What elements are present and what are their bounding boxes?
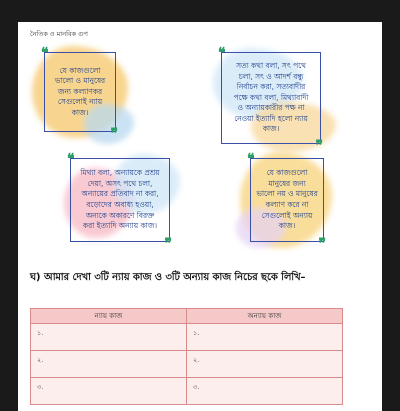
table-cell[interactable]: ৩. xyxy=(186,378,342,404)
answer-table xyxy=(30,308,343,405)
table-row xyxy=(31,351,342,378)
close-quote-icon: ❞ xyxy=(315,138,323,154)
table-header xyxy=(31,309,342,324)
card-text: যে কাজগুলো ভালো ও মানুষের জন্য কল্যাণকর সেগুলোই ন্যায় কাজ। xyxy=(54,65,106,117)
table-row xyxy=(31,324,342,351)
table-cell[interactable]: ৩. xyxy=(37,383,44,391)
open-quote-icon: ❝ xyxy=(218,45,226,61)
card-text: যে কাজগুলো মানুষের জন্য ভালো নয় ও মানুষের কল্যাণ করে না সেগুলোই অন্যায় কাজ। xyxy=(256,168,318,231)
table-cell[interactable]: ১. xyxy=(37,329,44,337)
table-cell[interactable]: ২. xyxy=(186,351,342,377)
card-unjust-examples xyxy=(67,151,172,252)
page-header: নৈতিক ও মানবিক গুণ xyxy=(30,30,88,38)
card-text: মিথ্যা বলা, অন্যায়কে প্রশ্রয় দেয়া, অসৎ পথে চলা, অন্যায়ের প্রতিবাদ না করা, বড়োদের অবাধ্য হওয়া, অন্যকে অকারণে বিরক্ত করা ইত্যাদি অন্যায় কাজ। xyxy=(80,168,160,231)
close-quote-icon: ❞ xyxy=(164,236,172,252)
card-just-examples xyxy=(218,45,323,154)
close-quote-icon: ❞ xyxy=(110,126,118,142)
open-quote-icon: ❝ xyxy=(67,151,75,167)
card-just-definition xyxy=(41,45,118,142)
card-unjust-definition xyxy=(247,151,326,252)
close-quote-icon: ❞ xyxy=(318,236,326,252)
table-cell[interactable]: ১. xyxy=(186,324,342,350)
table-row xyxy=(31,378,342,404)
open-quote-icon: ❝ xyxy=(247,151,255,167)
column-header-just: ন্যায় কাজ xyxy=(94,312,123,320)
card-text: সত্য কথা বলা, সৎ পথে চলা, সৎ ও আদর্শ বন্ধু নির্বাচন করা, সত্যবাদীর পক্ষে কথা বলা, মিথ্যাবাদী ও অন্যায়কারীর পক্ষ না নেওয়া ইত্যাদি হলো ন্যায় কাজ। xyxy=(233,60,309,134)
column-header-unjust: অন্যায় কাজ xyxy=(186,309,342,323)
exercise-prompt: ঘ) আমার দেখা ৩টি ন্যায় কাজ ও ৩টি অন্যায় কাজ নিচের ছকে লিখি– xyxy=(30,272,306,283)
open-quote-icon: ❝ xyxy=(41,45,49,61)
table-cell[interactable]: ২. xyxy=(37,356,44,364)
textbook-page xyxy=(18,22,382,411)
